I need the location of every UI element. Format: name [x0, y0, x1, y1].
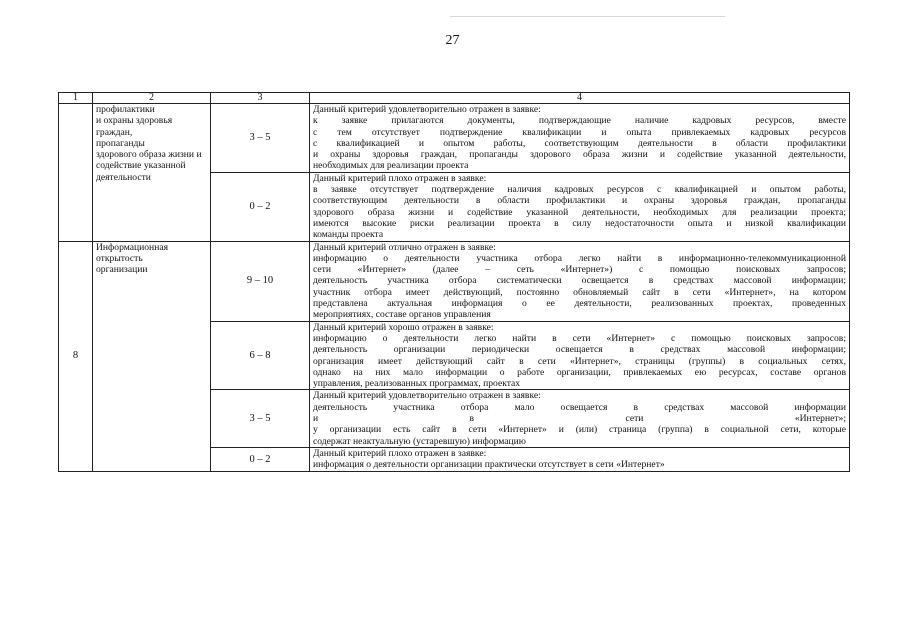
score-description [310, 172, 850, 241]
criterion-number: 8 [59, 241, 93, 471]
description-line: в заявке отсутствует подтверждение наличия кадровых ресурсов с квалификацией и опытом работы, [313, 184, 846, 196]
description-heading: Данный критерий плохо отражен в заявке: [313, 172, 487, 184]
description-line: к заявке прилагаются документы, подтверждающие наличие кадровых ресурсов, вместе [313, 115, 846, 127]
description-line: информацию о деятельности легко найти в сети «Интернет» с помощью поисковых запросов; [313, 332, 846, 344]
column-number: 4 [310, 93, 850, 104]
description-heading: Данный критерий отлично отражен в заявке: [313, 241, 496, 253]
description-line: участник отбора имеет действующий, постоянно обновляемый сайт в сети «Интернет», на котором [313, 286, 846, 298]
description-line: соответствующим деятельности в области профилактики и охраны здоровья граждан, пропаганды [313, 195, 846, 207]
description-line: с квалификацией и опытом работы, соответствующим деятельности в области профилактики [313, 137, 846, 149]
description-heading: Данный критерий удовлетворительно отражен в заявке: [313, 390, 541, 402]
score-range: 0 – 2 [211, 447, 310, 471]
criteria-table-body [59, 93, 850, 472]
score-range: 0 – 2 [211, 172, 310, 241]
description-line: содержат неактуальную (устаревшую) информацию [313, 435, 526, 447]
description-line: информация о деятельности организации практически отсутствует в сети «Интернет» [313, 459, 665, 471]
description-line: организация имеет действующий сайт в сети «Интернет», страницы (группы) в социальных сетях, [313, 355, 846, 367]
column-number: 1 [59, 93, 93, 104]
score-range: 3 – 5 [211, 390, 310, 447]
description-line: представлена актуальная информация о ее деятельности, реализованных проектах, проведенных [313, 298, 846, 310]
description-line: информацию о деятельности участника отбора легко найти в информационно-телекоммуникационной [313, 252, 846, 264]
score-description [310, 321, 850, 390]
score-range: 3 – 5 [211, 104, 310, 173]
score-description [310, 390, 850, 447]
column-number-row [59, 93, 850, 104]
criterion-name: профилактики и охраны здоровья граждан, пропаганды здорового образа жизни и содействие указанной деятельности [93, 104, 211, 242]
score-range: 6 – 8 [211, 321, 310, 390]
score-description [310, 447, 850, 471]
description-line: деятельность организации периодически освещается в средствах массовой информации; [313, 344, 846, 356]
description-line: однако на них мало информации о работе организации, привлекаемых ею ресурсах, составе органов [313, 366, 846, 378]
description-line: имеются высокие риски реализации проекта в силу недостаточности опыта и низкой квалификации [313, 217, 846, 229]
description-line: и охраны здоровья граждан, пропаганды здорового образа жизни и содействие указанной деятельности, [313, 149, 846, 161]
description-line: управления, реализованных программах, проектах [313, 378, 521, 390]
scan-artifact-line [450, 16, 725, 17]
description-line: здорового образа жизни и содействие указанной деятельности, необходимых для реализации проекта; [313, 206, 846, 218]
score-description [310, 241, 850, 321]
criterion-row [59, 241, 850, 321]
description-line: и в сети «Интернет»; [313, 413, 846, 425]
description-heading: Данный критерий плохо отражен в заявке: [313, 447, 487, 459]
score-description [310, 104, 850, 173]
description-line: команды проекта [313, 229, 384, 241]
column-number: 3 [211, 93, 310, 104]
description-line: сети «Интернет» (далее – сеть «Интернет») с помощью поисковых запросов; [313, 264, 846, 276]
page-number: 27 [445, 33, 460, 48]
description-line: с тем отсутствует подтверждение квалификации и опыта привлекаемых кадровых ресурсов [313, 126, 846, 138]
description-line: мероприятиях, составе органов управления [313, 309, 491, 321]
description-line: деятельность участника отбора мало освещается в средствах массовой информации [313, 401, 846, 413]
column-number: 2 [93, 93, 211, 104]
score-range: 9 – 10 [211, 241, 310, 321]
criterion-number [59, 104, 93, 242]
description-line: необходимых для реализации проекта [313, 160, 469, 172]
description-line: деятельность участника отбора систематически освещается в средствах массовой информации; [313, 275, 846, 287]
criterion-name: Информационная открытость организации [93, 241, 211, 471]
description-line: у организации есть сайт в сети «Интернет» и (или) страница (группа) в социальной сети, которые [313, 424, 846, 436]
description-heading: Данный критерий удовлетворительно отражен в заявке: [313, 104, 541, 115]
description-heading: Данный критерий хорошо отражен в заявке: [313, 321, 494, 333]
criterion-row [59, 104, 850, 173]
criteria-table [58, 92, 850, 472]
